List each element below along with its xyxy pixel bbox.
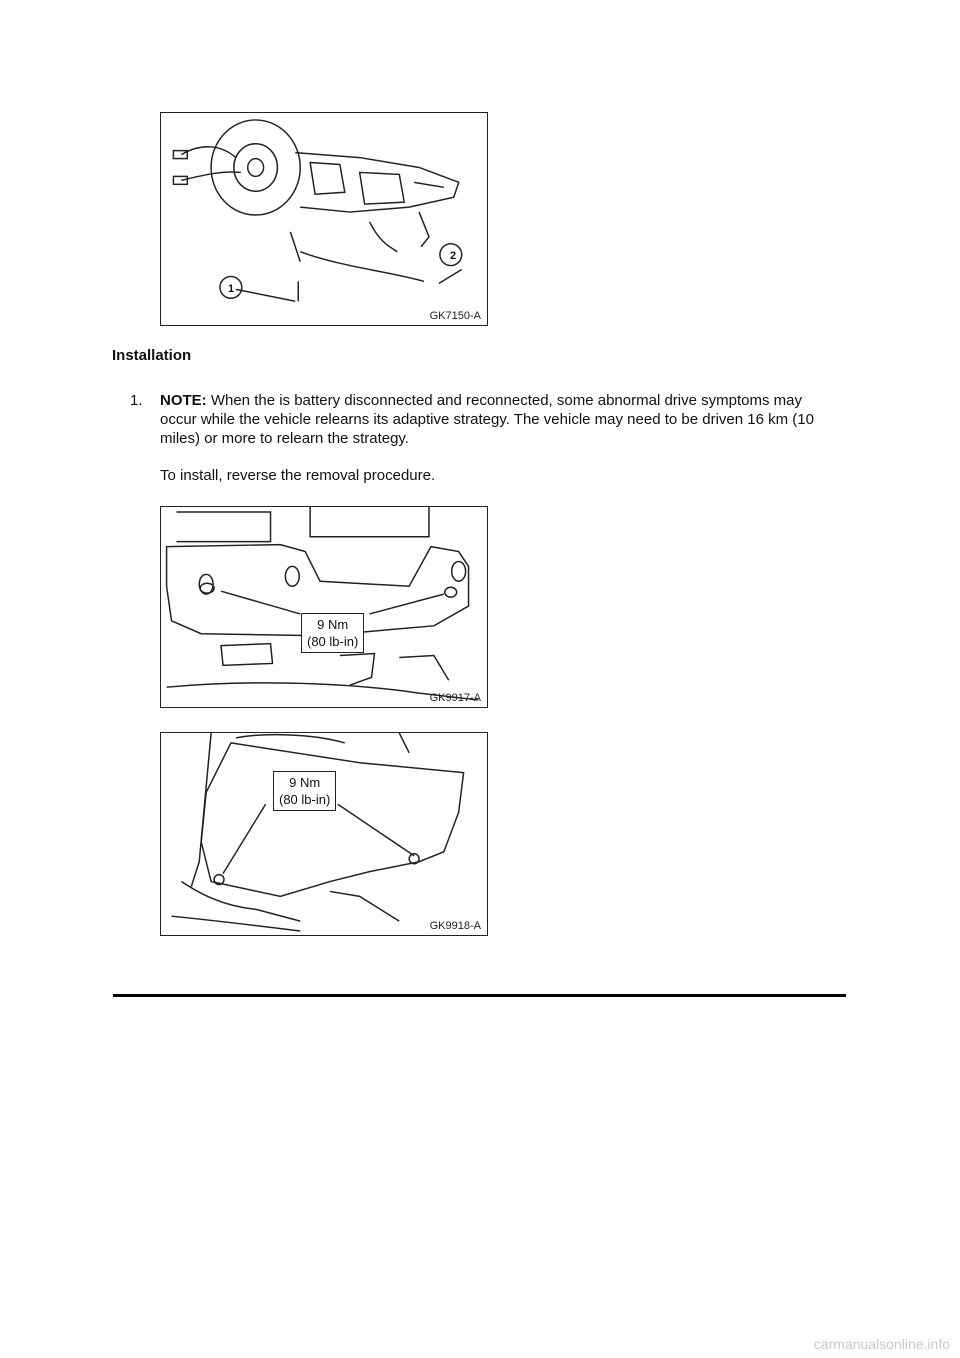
figure-code: GK9918-A [429,920,481,932]
clockspring-illustration [161,113,487,325]
torque-value-nm: 9 Nm [317,617,349,632]
section-divider [113,994,846,997]
watermark: carmanualsonline.info [813,1336,950,1352]
step-note [160,391,840,448]
step-number: 1. [130,392,143,409]
torque-label [273,771,336,811]
torque-label [301,613,364,653]
torque-value-lbin: (80 lb-in) [307,634,359,649]
side-panel-illustration [161,733,487,935]
figure-code: GK7150-A [429,310,481,322]
figure-lower-panel [160,506,488,708]
torque-value-lbin: (80 lb-in) [279,792,331,807]
section-heading: Installation [112,347,192,364]
step-instruction: To install, reverse the removal procedure. [160,467,436,484]
figure-side-panel [160,732,488,936]
callout-2: 2 [449,250,457,262]
torque-value-nm: 9 Nm [289,775,321,790]
lower-panel-illustration [161,507,487,707]
callout-1: 1 [227,283,235,295]
figure-code: GK9917-A [429,692,481,704]
figure-clockspring [160,112,488,326]
note-label: NOTE: [160,392,207,409]
note-text: When the is battery disconnected and reconnected, some abnormal drive symptoms may occur while the vehicle relearns its adaptive strategy. The vehicle may need to be driven 16 km (10 miles) or more to relearn the strategy. [160,392,814,447]
